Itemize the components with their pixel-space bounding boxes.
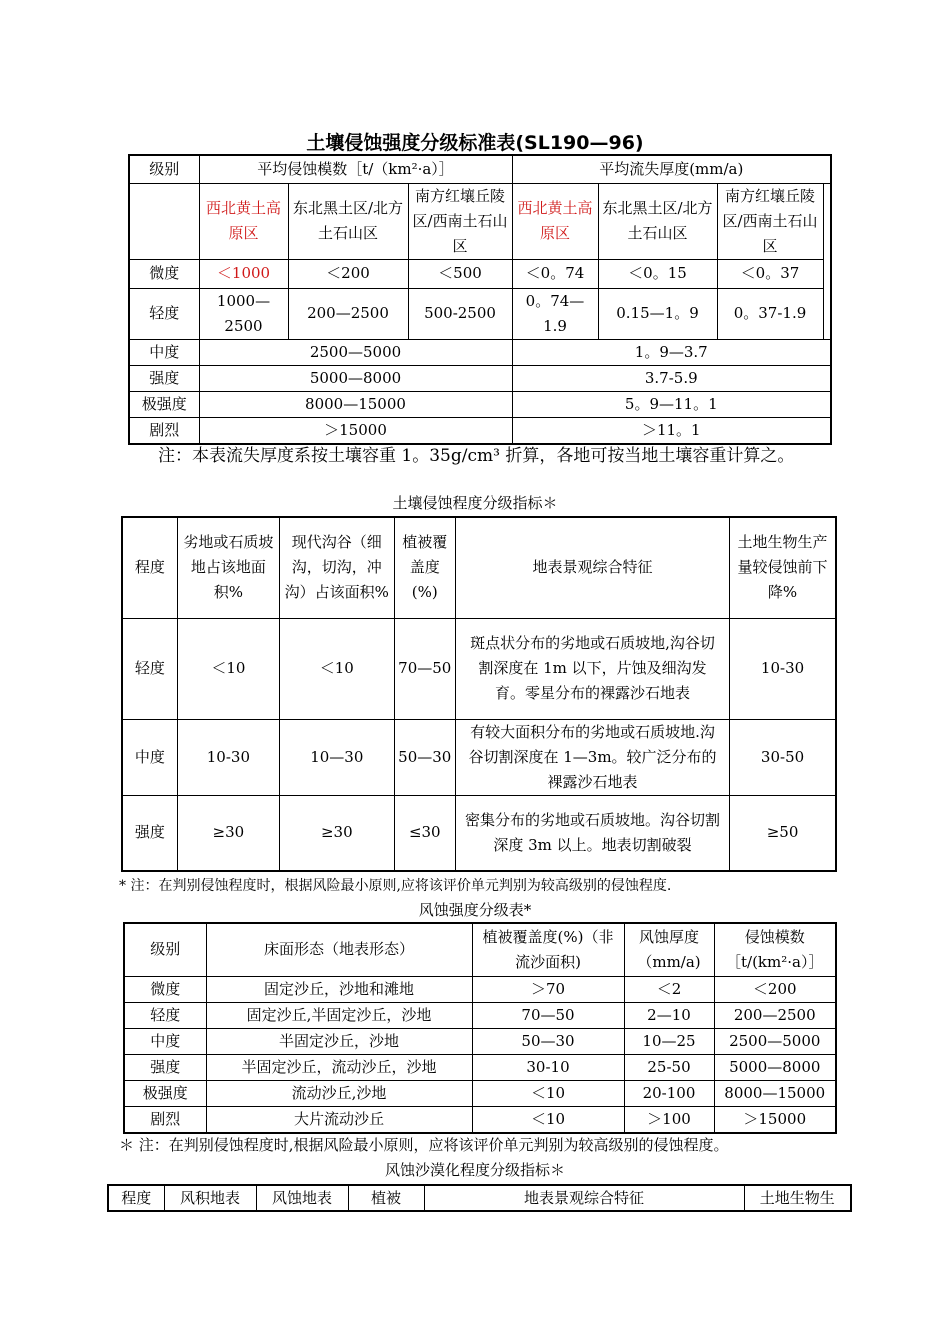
depth-cell: ＜0。74 xyxy=(512,259,598,288)
modulus-cell: 5000—8000 xyxy=(199,365,512,391)
wind-depth-cell: ＜2 xyxy=(624,976,714,1002)
header-aeolian-surface: 风积地表 xyxy=(164,1185,256,1211)
modulus-cell: 200—2500 xyxy=(714,1002,836,1028)
vegetation-cell: ＜10 xyxy=(472,1106,624,1133)
modulus-cell: 8000—15000 xyxy=(714,1080,836,1106)
productivity-cell: ≥50 xyxy=(730,795,836,871)
wind-depth-cell: 25-50 xyxy=(624,1054,714,1080)
modulus-cell: ＜200 xyxy=(288,259,408,288)
header-level: 级别 xyxy=(129,155,199,183)
level-cell: 强度 xyxy=(129,365,199,391)
desertification-table xyxy=(107,1184,852,1212)
vegetation-cell: ＞70 xyxy=(472,976,624,1002)
spacer-cell xyxy=(823,259,831,288)
modulus-cell: 500-2500 xyxy=(408,288,512,339)
table1-note: 注：本表流失厚度系按土壤容重 1。35g/cm³ 折算，各地可按当地土壤容重计算之。 xyxy=(158,446,795,466)
wind-depth-cell: 10—25 xyxy=(624,1028,714,1054)
surface-cell: 大片流动沙丘 xyxy=(206,1106,472,1133)
landscape-cell: 密集分布的劣地或石质坡地。沟谷切割深度 3m 以上。地表切割破裂 xyxy=(455,795,729,871)
degree-cell: 中度 xyxy=(122,719,177,795)
header-vegetation: 植被 xyxy=(348,1185,424,1211)
gully-cell: ≥30 xyxy=(280,795,395,871)
modulus-cell: 2500—5000 xyxy=(199,339,512,365)
spacer-cell xyxy=(823,288,831,339)
header-wind-eroded-surface: 风蚀地表 xyxy=(256,1185,348,1211)
modulus-cell: 8000—15000 xyxy=(199,391,512,417)
modulus-cell: ＞15000 xyxy=(199,417,512,444)
depth-cell: 0。37-1.9 xyxy=(717,288,823,339)
level-cell: 微度 xyxy=(129,259,199,288)
header-productivity: 土地生物生产量较侵蚀前下降% xyxy=(730,517,836,618)
depth-cell: 5。9—11。1 xyxy=(512,391,831,417)
surface-cell: 流动沙丘,沙地 xyxy=(206,1080,472,1106)
modulus-cell: 200—2500 xyxy=(288,288,408,339)
table4-title: 风蚀沙漠化程度分级指标＊ xyxy=(384,1161,565,1179)
header-landscape: 地表景观综合特征 xyxy=(424,1185,744,1211)
table3-title: 风蚀强度分级表* xyxy=(418,901,532,919)
depth-cell: ＞11。1 xyxy=(512,417,831,444)
degree-cell: 强度 xyxy=(122,795,177,871)
landscape-cell: 有较大面积分布的劣地或石质坡地.沟谷切割深度在 1—3m。较广泛分布的裸露沙石地表 xyxy=(455,719,729,795)
degree-cell: 轻度 xyxy=(122,618,177,719)
depth-cell: 0。74—1.9 xyxy=(512,288,598,339)
surface-cell: 半固定沙丘，沙地 xyxy=(206,1028,472,1054)
modulus-cell: ＞15000 xyxy=(714,1106,836,1133)
erosion-degree-table xyxy=(121,516,837,872)
vegetation-cell: ≤30 xyxy=(394,795,455,871)
erosion-intensity-table xyxy=(128,154,832,445)
header-blank-cell xyxy=(129,183,199,259)
region-northeast-north: 东北黑土区/北方土石山区 xyxy=(288,183,408,259)
header-degree: 程度 xyxy=(108,1185,164,1211)
header-modulus: 侵蚀模数［t/(km²·a）］ xyxy=(714,923,836,976)
level-cell: 极强度 xyxy=(124,1080,206,1106)
landscape-cell: 斑点状分布的劣地或石质坡地,沟谷切割深度在 1m 以下，片蚀及细沟发育。零星分布的裸露沙石地表 xyxy=(455,618,729,719)
surface-cell: 半固定沙丘，流动沙丘，沙地 xyxy=(206,1054,472,1080)
vegetation-cell: 30-10 xyxy=(472,1054,624,1080)
header-depth: 平均流失厚度(mm/a) xyxy=(512,155,831,183)
region-northeast-north: 东北黑土区/北方土石山区 xyxy=(598,183,717,259)
level-cell: 极强度 xyxy=(129,391,199,417)
header-wind-depth: 风蚀厚度（mm/a) xyxy=(624,923,714,976)
gully-cell: 10—30 xyxy=(280,719,395,795)
header-gully: 现代沟谷（细沟，切沟，冲沟）占该面积% xyxy=(280,517,395,618)
header-vegetation: 植被覆盖度(%)（非流沙面积) xyxy=(472,923,624,976)
level-cell: 轻度 xyxy=(129,288,199,339)
region-northwest-loess: 西北黄土高原区 xyxy=(199,183,288,259)
wind-depth-cell: 2—10 xyxy=(624,1002,714,1028)
depth-cell: 1。9—3.7 xyxy=(512,339,831,365)
header-degree: 程度 xyxy=(122,517,177,618)
bad-land-cell: 10-30 xyxy=(177,719,279,795)
level-cell: 中度 xyxy=(129,339,199,365)
vegetation-cell: 50—30 xyxy=(394,719,455,795)
depth-cell: 3.7-5.9 xyxy=(512,365,831,391)
bad-land-cell: ＜10 xyxy=(177,618,279,719)
table3-note: ＊ 注：在判别侵蚀程度时,根据风险最小原则，应将该评价单元判别为较高级别的侵蚀程度。 xyxy=(119,1136,729,1154)
spacer-cell xyxy=(823,183,831,259)
level-cell: 微度 xyxy=(124,976,206,1002)
table2-note: * 注：在判别侵蚀程度时，根据风险最小原则,应将该评价单元判别为较高级别的侵蚀程度. xyxy=(119,878,672,894)
wind-depth-cell: 20-100 xyxy=(624,1080,714,1106)
surface-cell: 固定沙丘,半固定沙丘，沙地 xyxy=(206,1002,472,1028)
productivity-cell: 10-30 xyxy=(730,618,836,719)
header-bad-land: 劣地或石质坡地占该地面积% xyxy=(177,517,279,618)
table2-title: 土壤侵蚀程度分级指标＊ xyxy=(392,494,558,512)
depth-cell: 0.15—1。9 xyxy=(598,288,717,339)
depth-cell: ＜0。37 xyxy=(717,259,823,288)
header-landscape: 地表景观综合特征 xyxy=(455,517,729,618)
table1-title: 土壤侵蚀强度分级标准表(SL190—96) xyxy=(306,132,644,154)
region-northwest-loess: 西北黄土高原区 xyxy=(512,183,598,259)
modulus-cell: ＜200 xyxy=(714,976,836,1002)
header-level: 级别 xyxy=(124,923,206,976)
gully-cell: ＜10 xyxy=(280,618,395,719)
bad-land-cell: ≥30 xyxy=(177,795,279,871)
header-surface: 床面形态（地表形态） xyxy=(206,923,472,976)
modulus-cell: 2500—5000 xyxy=(714,1028,836,1054)
modulus-cell: ＜1000 xyxy=(199,259,288,288)
region-south-southwest: 南方红壤丘陵区/西南土石山区 xyxy=(408,183,512,259)
vegetation-cell: 70—50 xyxy=(394,618,455,719)
vegetation-cell: 70—50 xyxy=(472,1002,624,1028)
region-south-southwest: 南方红壤丘陵区/西南土石山区 xyxy=(717,183,823,259)
modulus-cell: ＜500 xyxy=(408,259,512,288)
surface-cell: 固定沙丘，沙地和滩地 xyxy=(206,976,472,1002)
depth-cell: ＜0。15 xyxy=(598,259,717,288)
vegetation-cell: 50—30 xyxy=(472,1028,624,1054)
modulus-cell: 1000—2500 xyxy=(199,288,288,339)
wind-depth-cell: ＞100 xyxy=(624,1106,714,1133)
level-cell: 剧烈 xyxy=(124,1106,206,1133)
level-cell: 中度 xyxy=(124,1028,206,1054)
modulus-cell: 5000—8000 xyxy=(714,1054,836,1080)
vegetation-cell: ＜10 xyxy=(472,1080,624,1106)
level-cell: 强度 xyxy=(124,1054,206,1080)
wind-erosion-table xyxy=(123,922,837,1134)
productivity-cell: 30-50 xyxy=(730,719,836,795)
header-productivity: 土地生物生 xyxy=(744,1185,851,1211)
level-cell: 轻度 xyxy=(124,1002,206,1028)
level-cell: 剧烈 xyxy=(129,417,199,444)
header-vegetation: 植被覆盖度(%) xyxy=(394,517,455,618)
header-modulus: 平均侵蚀模数［t/（km²·a）］ xyxy=(199,155,512,183)
